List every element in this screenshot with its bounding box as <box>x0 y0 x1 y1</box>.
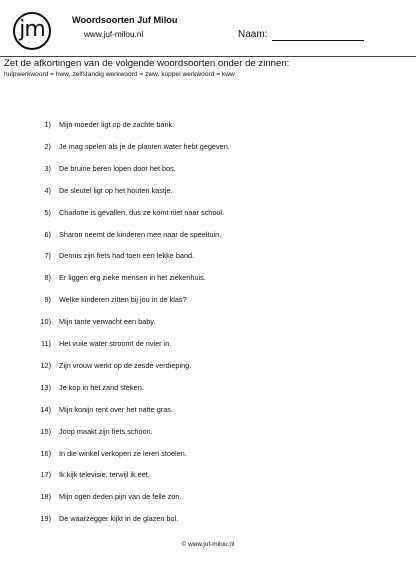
sentence-item <box>28 207 388 219</box>
sentence-item <box>28 491 388 503</box>
sentence-text: Je kop in het zand steken. <box>59 382 144 392</box>
sentence-item <box>28 513 388 525</box>
sentence-item <box>28 250 388 262</box>
name-label: Naam: <box>238 29 268 40</box>
logo <box>13 12 51 50</box>
name-fill-line <box>272 40 364 41</box>
sentence-text: De bruine beren lopen door het bos. <box>59 163 176 173</box>
sentence-text: De waarzegger kijkt in de glazen bol. <box>59 514 179 524</box>
sentence-text: Je mag spelen als je de planten water hebt gegeven. <box>59 141 230 151</box>
sentence-text: Charlotte is gevallen, dus ze komt niet naar school. <box>59 207 225 217</box>
logo-text: jm <box>19 16 45 42</box>
worksheet-title: Woordsoorten Juf Milou <box>72 15 178 25</box>
sentence-item <box>28 316 388 328</box>
sentence-text: Ik kijk televisie, terwijl ik eet. <box>59 470 150 480</box>
footer-copyright: © www.juf-milou.nl <box>181 541 235 548</box>
sentence-number: 16) <box>40 448 51 458</box>
sentence-number: 12) <box>40 360 51 370</box>
sentence-number: 9) <box>44 295 51 305</box>
sentence-text: Mijn tante verwacht een baby. <box>59 317 156 327</box>
sentence-item <box>28 294 388 306</box>
header-divider <box>0 56 416 57</box>
sentence-number: 13) <box>40 382 51 392</box>
sentence-text: In die winkel verkopen ze leren stoelen. <box>59 448 187 458</box>
sentence-text: Sharon neemt de kinderen mee naar de speeltuin. <box>59 229 222 239</box>
sentence-item <box>28 141 388 153</box>
sentence-number: 11) <box>40 339 51 348</box>
abbreviation-legend: hulpwerkwoord = hww, zelfstandig werkwoord = zww, koppel werkwoord = kww <box>4 71 235 78</box>
sentence-item <box>28 404 388 416</box>
sentence-number: 19) <box>40 514 51 524</box>
sentence-text: Joop maakt zijn fiets schoon. <box>59 426 153 436</box>
instruction-text: Zet de afkortingen van de volgende woordsoorten onder de zinnen: <box>4 58 290 69</box>
sentence-item <box>28 163 388 175</box>
sentence-number: 3) <box>44 163 51 173</box>
sentence-number: 2) <box>44 141 51 151</box>
sentence-text: Het vuile water stroomt de rivier in. <box>59 339 172 348</box>
sentence-number: 10) <box>40 317 51 327</box>
sentence-item <box>28 338 388 350</box>
sentence-text: Er liggen erg zieke mensen in het ziekenhuis. <box>59 273 206 283</box>
sentence-number: 14) <box>40 404 51 414</box>
sentence-text: Dennis zijn fiets had toen een lekke band. <box>59 251 195 261</box>
sentence-text: Welke kinderen zitten bij jou in de klas? <box>59 295 187 305</box>
sentence-item <box>28 229 388 241</box>
sentence-item <box>28 185 388 197</box>
sentence-text: Mijn moeder ligt op de zachte bank. <box>59 120 175 129</box>
sentence-text: Zijn vrouw werkt op de zesde verdieping. <box>59 360 192 370</box>
sentence-number: 17) <box>40 470 51 480</box>
sentence-item <box>28 272 388 284</box>
sentence-number: 18) <box>40 492 51 502</box>
sentence-text: Mijn konijn rent over het natte gras. <box>59 404 173 414</box>
sentence-item <box>28 382 388 394</box>
sentence-text: Mijn ogen deden pijn van de felle zon. <box>59 492 182 502</box>
sentence-number: 5) <box>44 207 51 217</box>
sentence-number: 8) <box>44 273 51 283</box>
sentence-number: 1) <box>44 120 51 129</box>
sentence-item <box>28 469 388 481</box>
sentence-text: De sleutel ligt op het houten kastje. <box>59 185 173 195</box>
sentence-number: 4) <box>44 185 51 195</box>
sentence-item <box>28 448 388 460</box>
sentence-number: 6) <box>44 229 51 239</box>
sentence-number: 15) <box>40 426 51 436</box>
website-url: www.juf-milou.nl <box>84 30 144 39</box>
sentence-number: 7) <box>44 251 51 261</box>
sentence-item <box>28 360 388 372</box>
sentence-item <box>28 426 388 438</box>
sentence-item <box>28 119 388 131</box>
